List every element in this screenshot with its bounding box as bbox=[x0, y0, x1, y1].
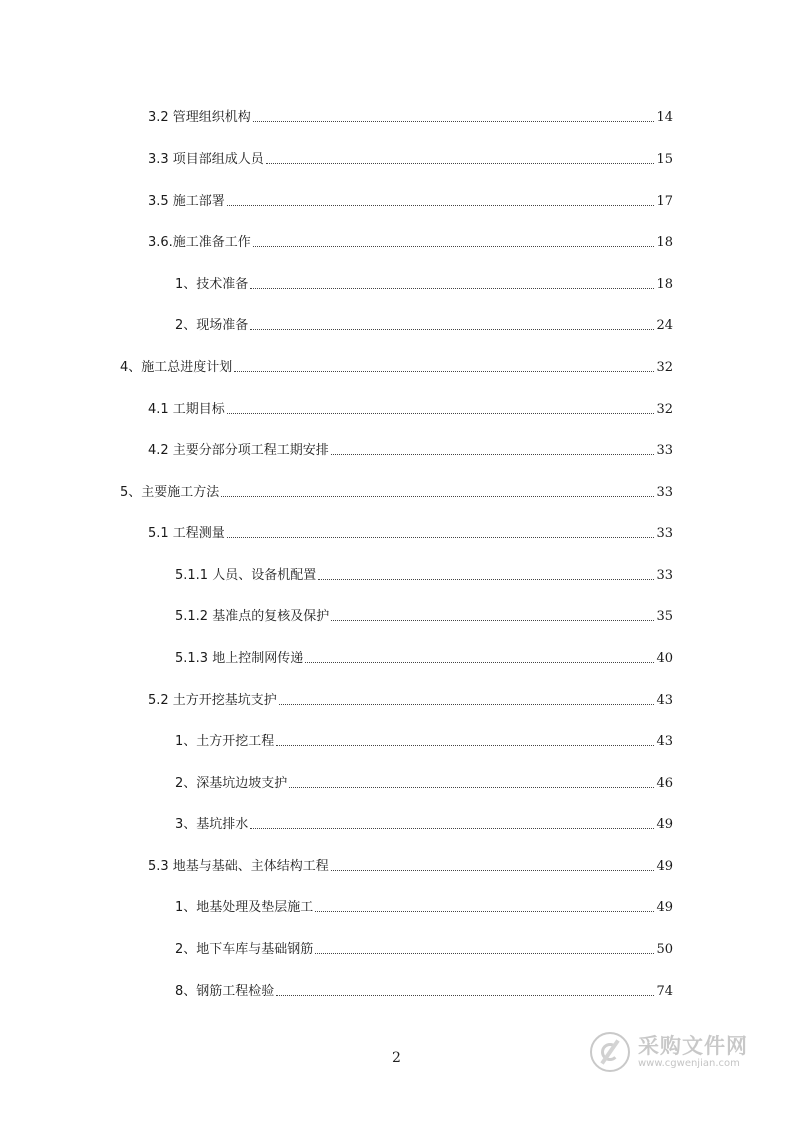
toc-leader bbox=[315, 953, 654, 954]
toc-entry[interactable] bbox=[175, 980, 673, 1000]
toc-leader bbox=[227, 413, 655, 414]
toc-label: 5.1.3 地上控制网传递 bbox=[175, 651, 304, 666]
toc-entry[interactable] bbox=[148, 231, 673, 251]
toc-page-number: 43 bbox=[656, 693, 673, 708]
toc-leader bbox=[331, 870, 655, 871]
toc-label: 1、土方开挖工程 bbox=[175, 734, 275, 749]
toc-label: 5.3 地基与基础、主体结构工程 bbox=[148, 859, 329, 874]
toc-page-number: 15 bbox=[656, 152, 673, 167]
toc-entry[interactable] bbox=[148, 689, 673, 709]
toc-leader bbox=[250, 828, 654, 829]
toc-page-number: 18 bbox=[656, 277, 673, 292]
toc-entry[interactable] bbox=[175, 564, 673, 584]
toc-entry[interactable] bbox=[148, 106, 673, 126]
toc-page-number: 18 bbox=[656, 235, 673, 250]
toc-leader bbox=[331, 620, 654, 621]
toc-page-number: 50 bbox=[656, 942, 673, 957]
toc-page-number: 33 bbox=[656, 443, 673, 458]
toc-page-number: 74 bbox=[656, 984, 673, 999]
toc-leader bbox=[318, 579, 654, 580]
toc-entry[interactable] bbox=[175, 896, 673, 916]
toc-entry[interactable] bbox=[175, 938, 673, 958]
toc-page-number: 33 bbox=[656, 526, 673, 541]
toc-leader bbox=[289, 787, 654, 788]
toc-entry[interactable] bbox=[148, 855, 673, 875]
toc-label: 3、基坑排水 bbox=[175, 817, 249, 832]
toc-entry[interactable] bbox=[175, 605, 673, 625]
toc-label: 3.5 施工部署 bbox=[148, 194, 225, 209]
toc-page-number: 17 bbox=[656, 194, 673, 209]
toc-label: 2、现场准备 bbox=[175, 318, 249, 333]
toc-entry[interactable] bbox=[148, 190, 673, 210]
toc-leader bbox=[315, 911, 654, 912]
toc-entry[interactable] bbox=[148, 148, 673, 168]
toc-leader bbox=[305, 662, 654, 663]
watermark-url: www.cgwenjian.com bbox=[638, 1058, 740, 1069]
toc-entry[interactable] bbox=[175, 314, 673, 334]
toc-page-number: 49 bbox=[656, 900, 673, 915]
toc-page-number: 32 bbox=[656, 402, 673, 417]
toc-entry[interactable] bbox=[148, 439, 673, 459]
toc-label: 5、主要施工方法 bbox=[120, 485, 220, 500]
toc-entry[interactable] bbox=[175, 273, 673, 293]
watermark-logo-icon bbox=[590, 1032, 630, 1072]
toc-page-number: 43 bbox=[656, 734, 673, 749]
toc-leader bbox=[276, 745, 654, 746]
toc-label: 5.1.1 人员、设备机配置 bbox=[175, 568, 317, 583]
toc-page-number: 49 bbox=[656, 859, 673, 874]
toc-page-number: 32 bbox=[656, 360, 673, 375]
toc-entry[interactable] bbox=[148, 398, 673, 418]
toc-leader bbox=[234, 371, 654, 372]
toc-leader bbox=[250, 288, 654, 289]
toc-label: 1、技术准备 bbox=[175, 277, 249, 292]
toc-label: 5.2 土方开挖基坑支护 bbox=[148, 693, 277, 708]
toc-page-number: 14 bbox=[656, 110, 673, 125]
toc-label: 3.3 项目部组成人员 bbox=[148, 152, 264, 167]
toc-label: 3.2 管理组织机构 bbox=[148, 110, 251, 125]
toc-label: 1、地基处理及垫层施工 bbox=[175, 900, 314, 915]
toc-entry[interactable] bbox=[148, 522, 673, 542]
toc-page-number: 33 bbox=[656, 485, 673, 500]
toc-label: 2、深基坑边坡支护 bbox=[175, 776, 288, 791]
toc-leader bbox=[227, 205, 655, 206]
toc-entry[interactable] bbox=[175, 772, 673, 792]
toc-entry[interactable] bbox=[120, 481, 673, 501]
toc-page-number: 24 bbox=[656, 318, 673, 333]
watermark-text bbox=[638, 1034, 748, 1070]
toc-leader bbox=[221, 496, 654, 497]
toc-leader bbox=[279, 704, 655, 705]
toc-page-number: 40 bbox=[656, 651, 673, 666]
toc-entry[interactable] bbox=[175, 813, 673, 833]
toc-entry[interactable] bbox=[175, 647, 673, 667]
toc-leader bbox=[253, 246, 655, 247]
toc-label: 4、施工总进度计划 bbox=[120, 360, 233, 375]
toc-label: 5.1 工程测量 bbox=[148, 526, 225, 541]
toc-page-number: 33 bbox=[656, 568, 673, 583]
toc-label: 5.1.2 基准点的复核及保护 bbox=[175, 609, 330, 624]
toc-leader bbox=[250, 329, 654, 330]
toc-leader bbox=[253, 121, 655, 122]
toc-page-number: 49 bbox=[656, 817, 673, 832]
toc-leader bbox=[266, 163, 655, 164]
toc-page-number: 46 bbox=[656, 776, 673, 791]
toc-leader bbox=[276, 995, 654, 996]
toc-leader bbox=[331, 454, 655, 455]
watermark bbox=[590, 1028, 760, 1076]
toc-entry[interactable] bbox=[120, 356, 673, 376]
toc-label: 4.2 主要分部分项工程工期安排 bbox=[148, 443, 329, 458]
toc-label: 4.1 工期目标 bbox=[148, 402, 225, 417]
toc-entry[interactable] bbox=[175, 730, 673, 750]
toc-label: 8、钢筋工程检验 bbox=[175, 984, 275, 999]
toc-leader bbox=[227, 537, 655, 538]
page-number: 2 bbox=[392, 1050, 401, 1066]
toc-label: 2、地下车库与基础钢筋 bbox=[175, 942, 314, 957]
watermark-title: 采购文件网 bbox=[638, 1034, 748, 1058]
toc-label: 3.6.施工准备工作 bbox=[148, 235, 251, 250]
toc-page-number: 35 bbox=[656, 609, 673, 624]
